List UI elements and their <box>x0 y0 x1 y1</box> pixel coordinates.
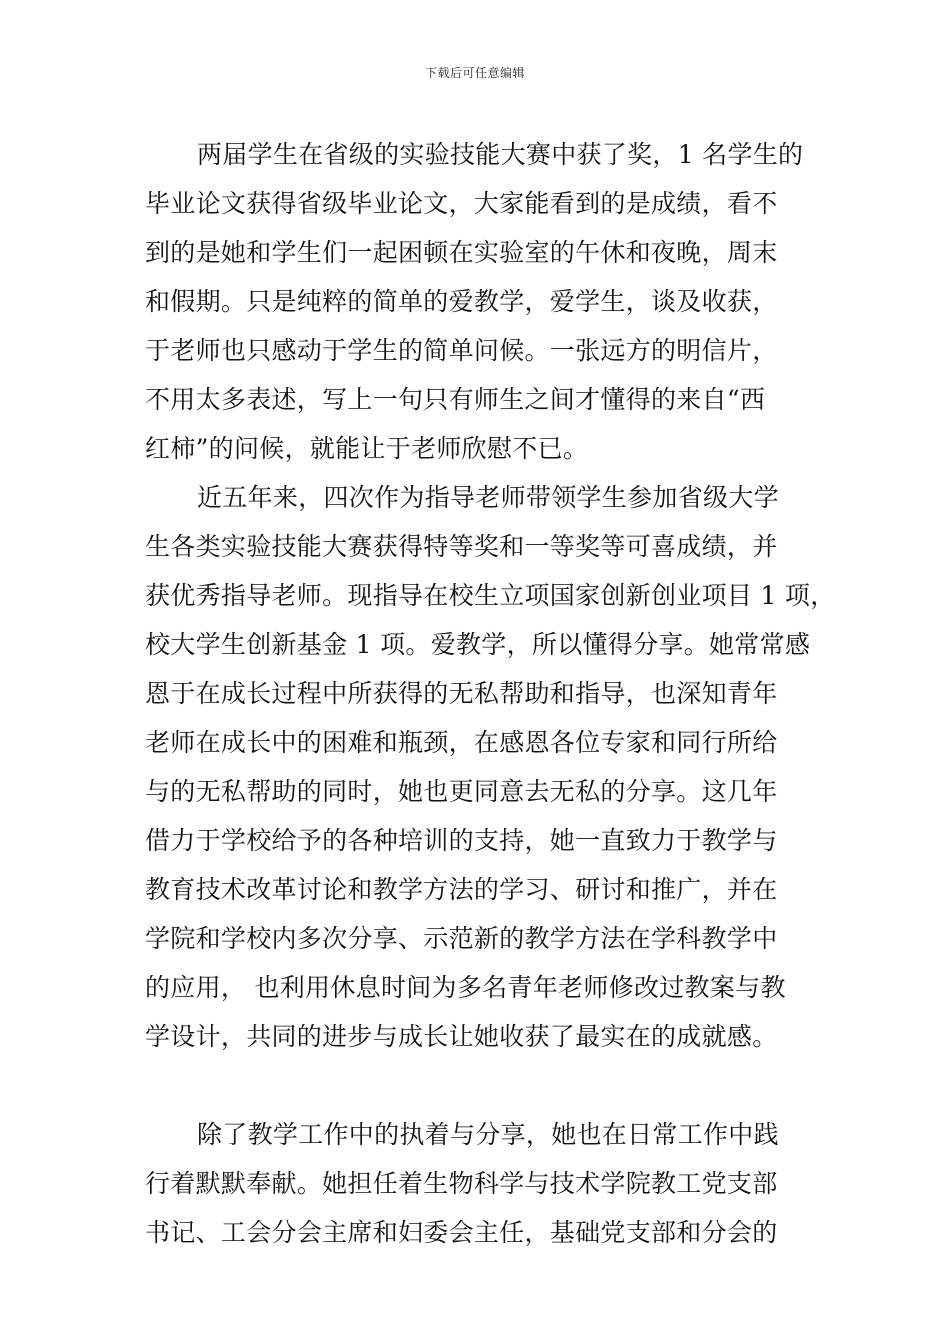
paragraph-2-line-13 <box>145 1061 815 1110</box>
paragraph-1-line-5: 于老师也只感动于学生的简单问候。一张远方的明信片， <box>145 336 778 365</box>
paragraph-1-line-7: 红柿”的问候，就能让于老师欣慰不已。 <box>145 434 589 463</box>
paragraph-3-line-2: 行着默默奉献。她担任着生物科学与技术学院教工党支部 <box>145 1169 778 1198</box>
paragraph-2-line-1: 近五年来，四次作为指导老师带领学生参加省级大学 <box>197 483 779 512</box>
paragraph-3-line-3: 书记、工会分会主席和妇委会主任，基础党支部和分会的 <box>145 1218 778 1247</box>
paragraph-2-line-6: 老师在成长中的困难和瓶颈，在感恩各位专家和同行所给 <box>145 728 778 757</box>
paragraph-1-line-2: 毕业论文获得省级毕业论文，大家能看到的是成绩，看不 <box>145 189 778 218</box>
paragraph-1-line-1: 两届学生在省级的实验技能大赛中获了奖，1 名学生的 <box>197 140 804 169</box>
paragraph-2-line-5: 恩于在成长过程中所获得的无私帮助和指导，也深知青年 <box>145 679 778 708</box>
paragraph-1-line-4: 和假期。只是纯粹的简单的爱教学，爱学生，谈及收获， <box>145 287 778 316</box>
paragraph-2-line-10: 学院和学校内多次分享、示范新的教学方法在学科教学中 <box>145 924 778 953</box>
paragraph-2-line-3: 获优秀指导老师。现指导在校生立项国家创新创业项目 1 项， <box>145 581 836 610</box>
document-body <box>145 130 836 1257</box>
paragraph-2-line-4: 校大学生创新基金 1 项。爱教学，所以懂得分享。她常常感 <box>145 630 811 659</box>
paragraph-1-line-3: 到的是她和学生们一起困顿在实验室的午休和夜晚，周末 <box>145 238 778 267</box>
paragraph-2-line-2: 生各类实验技能大赛获得特等奖和一等奖等可喜成绩，并 <box>145 532 778 561</box>
paragraph-2-line-7: 与的无私帮助的同时，她也更同意去无私的分享。这几年 <box>145 777 778 806</box>
paragraph-2-line-9: 教育技术改革讨论和教学方法的学习、研讨和推广，并在 <box>145 875 778 904</box>
paragraph-2-line-11: 的应用， 也利用休息时间为多名青年老师修改过教案与教 <box>145 973 786 1002</box>
paragraph-2-line-12: 学设计，共同的进步与成长让她收获了最实在的成就感。 <box>145 1022 778 1051</box>
paragraph-2-line-8: 借力于学校给予的各种培训的支持，她一直致力于教学与 <box>145 826 778 855</box>
paragraph-3-line-1: 除了教学工作中的执着与分享，她也在日常工作中践 <box>197 1120 779 1149</box>
page-header: 下载后可任意编辑 <box>424 66 525 80</box>
paragraph-1-line-6: 不用太多表述，写上一句只有师生之间才懂得的来自“西 <box>145 385 766 414</box>
